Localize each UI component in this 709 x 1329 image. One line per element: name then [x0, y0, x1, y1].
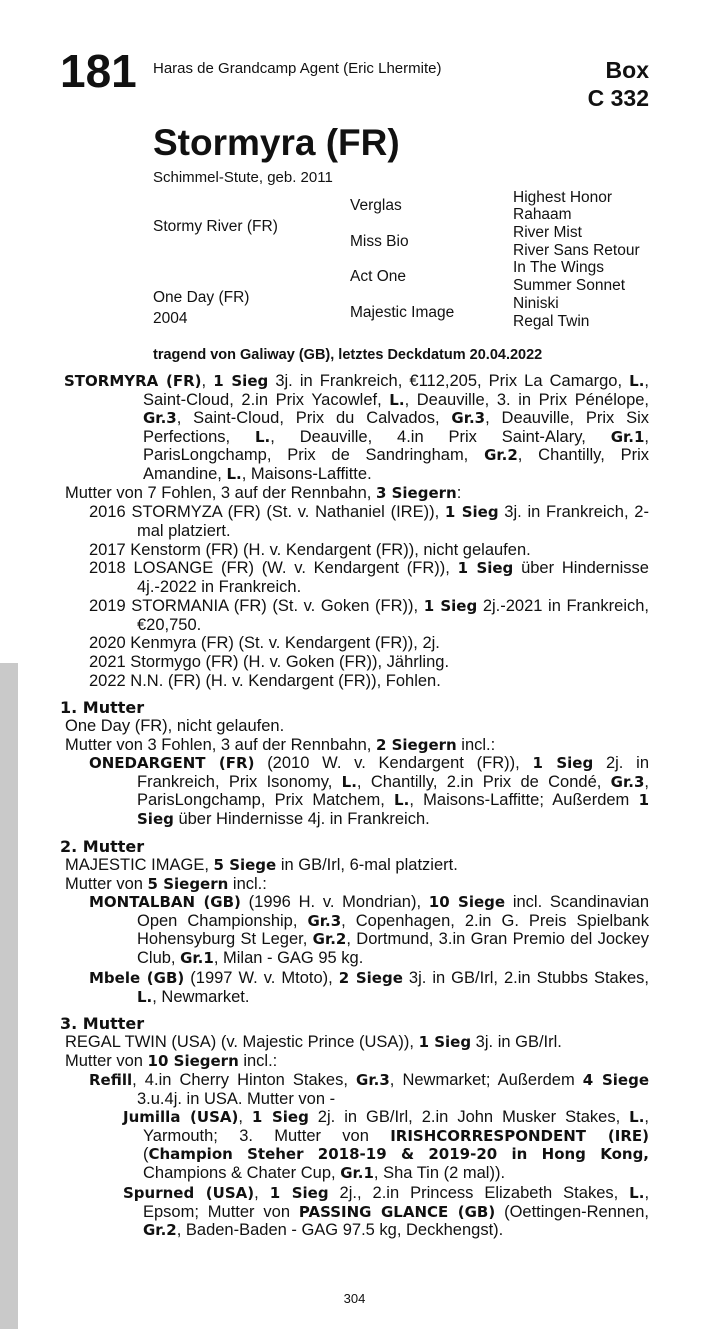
horse-name: Stormyra (FR)	[153, 122, 400, 163]
first-dam-line: One Day (FR), nicht gelaufen.	[65, 717, 285, 735]
third-dam-line: REGAL TWIN (USA) (v. Majestic Prince (USA)), 1 Sieg 3j. in GB/Irl.	[65, 1033, 562, 1051]
third-dam-produce-summary: Mutter von 10 Siegern incl.:	[65, 1052, 278, 1070]
second-dam-offspring-montalban: MONTALBAN (GB) (1996 H. v. Mondrian), 10 Siege incl. Scandinavian Open Championship, Gr.3, Copenhagen, 2.in G. Preis Spielbank Hohensyburg St Leger, Gr.2, Dortmund, 3.in Gran Premio del Jockey Club, Gr.1, Milan - GAG 95 kg.	[89, 893, 649, 967]
pedigree-g2: Rahaam	[513, 206, 572, 223]
pedigree-g2: Summer Sonnet	[513, 277, 625, 294]
race-record: STORMYRA (FR), 1 Sieg 3j. in Frankreich, €112,205, Prix La Camargo, L., Saint-Cloud, 2.in Prix Yacowlef, L., Deauville, 3. in Prix Pénélope, Gr.3, Saint-Cloud, Prix du Calvados, Gr.3, Deauville, Prix Six Perfections, L., Deauville, 4.in Prix Saint-Alary, Gr.1, ParisLongchamp, Prix de Sandringham, Gr.2, Chantilly, Prix Amandine, L., Maisons-Laffitte.	[64, 372, 650, 483]
first-dam-produce-summary: Mutter von 3 Fohlen, 3 auf der Rennbahn, 2 Siegern incl.:	[65, 736, 496, 754]
pedigree-g1: Act One	[350, 268, 406, 285]
third-dam-offspring-refill: Refill, 4.in Cherry Hinton Stakes, Gr.3, Newmarket; Außerdem 4 Siege 3.u.4j. in USA. Mutter von -	[89, 1071, 649, 1108]
produce-2022: 2022 N.N. (FR) (H. v. Kendargent (FR)), Fohlen.	[89, 672, 441, 690]
second-dam-line: MAJESTIC IMAGE, 5 Siege in GB/Irl, 6-mal platziert.	[65, 856, 458, 874]
third-dam-grand-offspring-spurned: Spurned (USA), 1 Sieg 2j., 2.in Princess Elizabeth Stakes, L., Epsom; Mutter von PASSING GLANCE (GB) (Oettingen-Rennen, Gr.2, Baden-Baden - GAG 97.5 kg, Deckhengst).	[123, 1184, 650, 1240]
pedigree-g2: River Sans Retour	[513, 242, 640, 259]
horse-name-caps: STORMYRA (FR)	[64, 372, 202, 390]
box-number: C 332	[587, 85, 649, 111]
third-dam-grand-offspring-jumilla: Jumilla (USA), 1 Sieg 2j. in GB/Irl, 2.in John Musker Stakes, L., Yarmouth; 3. Mutter von IRISHCORRESPONDENT (IRE) (Champion Steher 2018-19 & 2019-20 in Hong Kong, Champions & Chater Cup, Gr.1, Sha Tin (2 mal)).	[123, 1108, 650, 1182]
pedigree-dam-year: 2004	[153, 310, 188, 327]
box-label: Box	[605, 57, 649, 83]
box-location	[588, 56, 649, 112]
produce-2021: 2021 Stormygo (FR) (H. v. Goken (FR)), Jährling.	[89, 653, 450, 671]
second-dam-offspring-mbele: Mbele (GB) (1997 W. v. Mtoto), 2 Siege 3j. in GB/Irl, 2.in Stubbs Stakes, L., Newmarket.	[89, 969, 649, 1006]
produce-2019: 2019 STORMANIA (FR) (St. v. Goken (FR)), 1 Sieg 2j.-2021 in Frankreich, €20,750.	[89, 597, 649, 634]
lot-number: 181	[60, 45, 137, 97]
second-dam-produce-summary: Mutter von 5 Siegern incl.:	[65, 875, 267, 893]
pedigree-g2: River Mist	[513, 224, 582, 241]
pedigree-g2: In The Wings	[513, 259, 605, 276]
section-heading-1st-dam: 1. Mutter	[60, 698, 145, 717]
side-tab-bar	[0, 663, 18, 1329]
covered-note: tragend von Galiway (GB), letztes Deckdatum 20.04.2022	[153, 347, 543, 363]
page-number: 304	[343, 1291, 366, 1306]
dam-produce-summary: Mutter von 7 Fohlen, 3 auf der Rennbahn, 3 Siegern:	[65, 484, 462, 502]
first-dam-offspring-onedargent: ONEDARGENT (FR) (2010 W. v. Kendargent (FR)), 1 Sieg 2j. in Frankreich, Prix Isonomy, L., Chantilly, 2.in Prix de Condé, Gr.3, ParisLongchamp, Prix Matchem, L., Maisons-Laffitte; Außerdem 1 Sieg über Hindernisse 4j. in Frankreich.	[89, 754, 649, 828]
section-heading-3rd-dam: 3. Mutter	[60, 1014, 145, 1033]
consignor: Haras de Grandcamp Agent (Eric Lhermite)	[153, 60, 442, 77]
pedigree-g1: Majestic Image	[350, 304, 455, 321]
pedigree-g2: Highest Honor	[513, 189, 613, 206]
produce-2018: 2018 LOSANGE (FR) (W. v. Kendargent (FR)), 1 Sieg über Hindernisse 4j.-2022 in Frankreich.	[89, 559, 649, 596]
produce-2017: 2017 Kenstorm (FR) (H. v. Kendargent (FR)), nicht gelaufen.	[89, 541, 531, 559]
pedigree-g2: Niniski	[513, 295, 559, 312]
section-heading-2nd-dam: 2. Mutter	[60, 837, 145, 856]
pedigree-g1: Miss Bio	[350, 233, 409, 250]
pedigree-sire: Stormy River (FR)	[153, 218, 278, 235]
pedigree-g2: Regal Twin	[513, 313, 590, 330]
pedigree-dam: One Day (FR)	[153, 289, 250, 306]
pedigree-g1: Verglas	[350, 197, 402, 214]
horse-description: Schimmel-Stute, geb. 2011	[153, 169, 333, 186]
produce-2016: 2016 STORMYZA (FR) (St. v. Nathaniel (IRE)), 1 Sieg 3j. in Frankreich, 2-mal platziert.	[89, 503, 649, 540]
produce-2020: 2020 Kenmyra (FR) (St. v. Kendargent (FR)), 2j.	[89, 634, 440, 652]
